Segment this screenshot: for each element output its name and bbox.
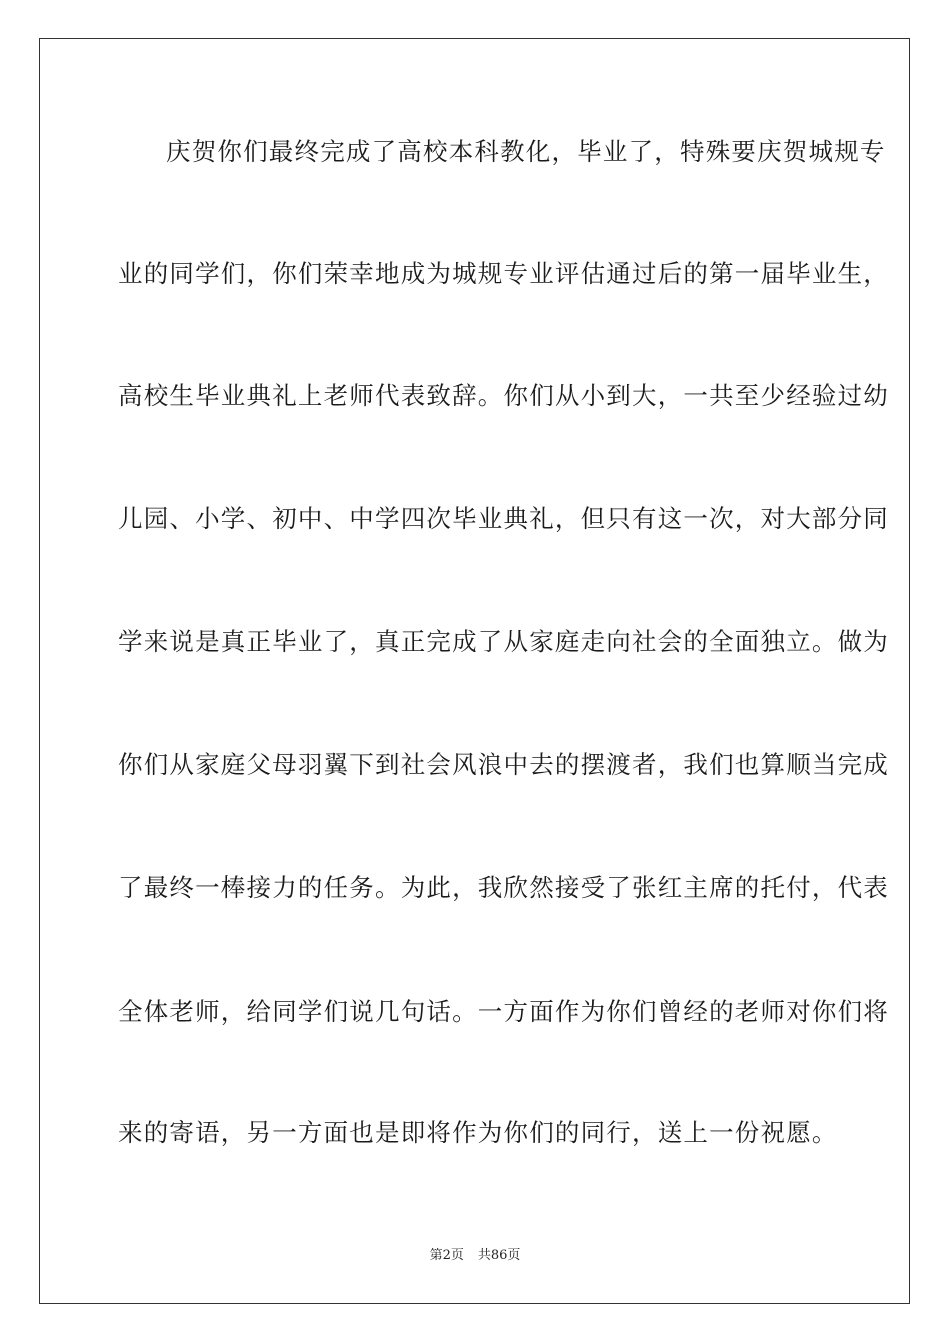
page-border [39, 38, 910, 1304]
paragraph-line-1: 庆贺你们最终完成了高校本科教化，毕业了，特殊要庆贺城规专 [166, 137, 886, 166]
paragraph-line-8: 全体老师，给同学们说几句话。一方面作为你们曾经的老师对你们将 [118, 997, 889, 1026]
paragraph-line-6: 你们从家庭父母羽翼下到社会风浪中去的摆渡者，我们也算顺当完成 [118, 750, 889, 779]
paragraph-line-9: 来的寄语，另一方面也是即将作为你们的同行，送上一份祝愿。 [118, 1118, 838, 1147]
paragraph-line-3: 高校生毕业典礼上老师代表致辞。你们从小到大，一共至少经验过幼 [118, 381, 889, 410]
paragraph-line-5: 学来说是真正毕业了，真正完成了从家庭走向社会的全面独立。做为 [118, 627, 889, 656]
paragraph-line-7: 了最终一棒接力的任务。为此，我欣然接受了张红主席的托付，代表 [118, 873, 889, 902]
total-pages: 共86页 [477, 1248, 521, 1263]
page-number: 第2页 [429, 1248, 464, 1263]
page-footer [0, 1248, 950, 1264]
paragraph-line-2: 业的同学们，你们荣幸地成为城规专业评估通过后的第一届毕业生， [118, 259, 889, 288]
paragraph-line-4: 儿园、小学、初中、中学四次毕业典礼，但只有这一次，对大部分同 [118, 504, 889, 533]
